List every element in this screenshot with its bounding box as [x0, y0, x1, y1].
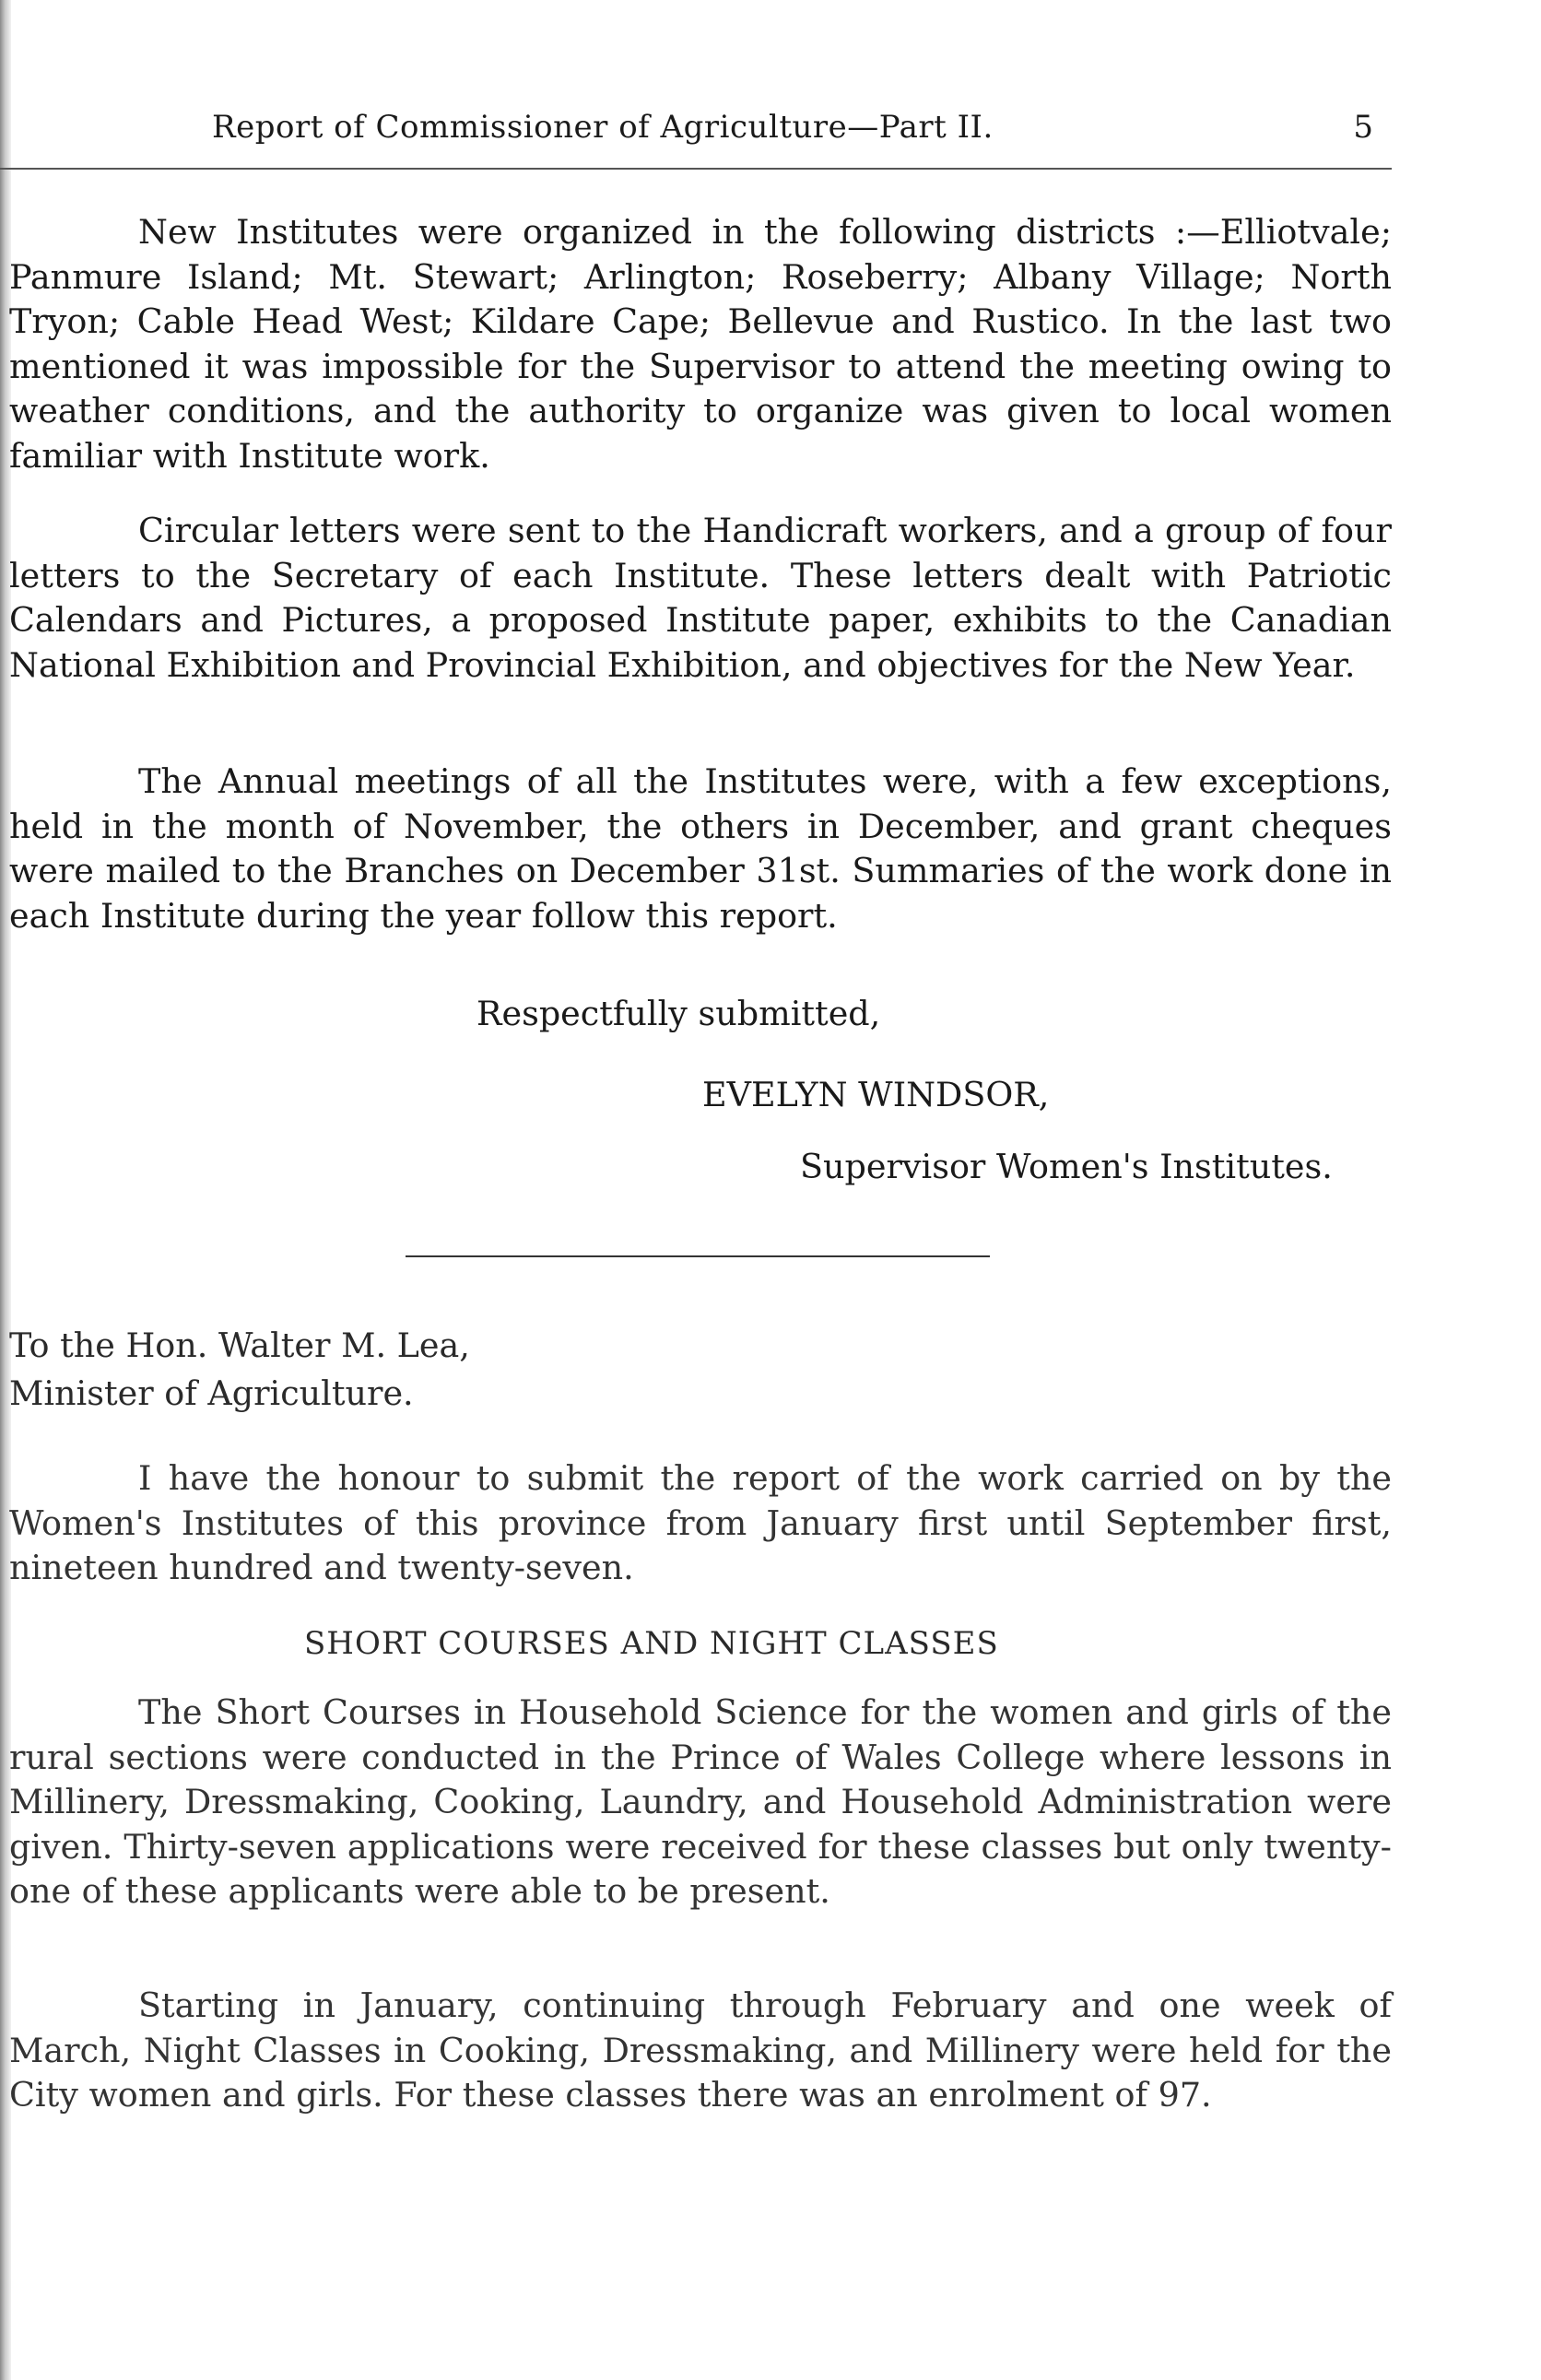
paragraph-text: The Short Courses in Household Science for the women and girls of the rural sections were conducted in the Prince of Wales College where lessons in Millinery, Dressmaking, Cooking, Laundry, and Household Administration were given. Thirty-seven applications were received for these classes but only twenty-one of these applicants were able to be present. — [9, 1692, 1392, 1912]
addressee-line-2: Minister of Agriculture. — [9, 1373, 414, 1413]
paragraph-text: Circular letters were sent to the Handicraft workers, and a group of four letters to the Secretary of each Institute. These letters dealt with Patriotic Calendars and Pictures, a proposed Institute paper, exhibits to the Canadian National Exhibition and Provincial Exhibition, and objectives for the New Year. — [9, 511, 1392, 685]
paragraph-text: Starting in January, continuing through February and one week of March, Night Classes in Cooking, Dressmaking, and Millinery were held for the City women and girls. For these classes there was an enrolment of 97. — [9, 1985, 1392, 2115]
paragraph-text: I have the honour to submit the report of the work carried on by the Women's Institutes of this province from January first until September first, nineteen hundred and twenty-seven. — [9, 1458, 1392, 1588]
paragraph-annual-meetings — [9, 760, 1392, 938]
paragraph-circular-letters — [9, 509, 1392, 688]
section-divider — [406, 1255, 990, 1257]
header-rule — [0, 168, 1392, 170]
signatory-title: Supervisor Women's Institutes. — [800, 1147, 1333, 1186]
paragraph-intro — [9, 1456, 1392, 1591]
closing-phrase: Respectfully submitted, — [476, 994, 881, 1033]
paragraph-night-classes — [9, 1984, 1392, 2118]
running-title: Report of Commissioner of Agriculture—Part II. — [212, 109, 994, 146]
paragraph-new-institutes — [9, 210, 1392, 479]
page-number: 5 — [1353, 109, 1373, 146]
signatory-name: EVELYN WINDSOR, — [702, 1075, 1050, 1114]
paragraph-text: New Institutes were organized in the following districts :—Elliotvale; Panmure Island; Mt. Stewart; Arlington; Roseberry; Albany Village; North Tryon; Cable Head West; Kildare Cape; Bellevue and Rustico. In the last two mentioned it was impossible for the Supervisor to attend the meeting owing to weather conditions, and the authority to organize was given to local women familiar with Institute work. — [9, 212, 1392, 476]
page-header — [212, 109, 1373, 164]
paragraph-short-courses — [9, 1691, 1392, 1915]
addressee-line-1: To the Hon. Walter M. Lea, — [9, 1325, 470, 1365]
section-heading: SHORT COURSES AND NIGHT CLASSES — [304, 1625, 999, 1662]
paragraph-text: The Annual meetings of all the Institutes were, with a few exceptions, held in the month of November, the others in December, and grant cheques were mailed to the Branches on December 31st. Summaries of the work done in each Institute during the year follow this report. — [9, 761, 1392, 936]
